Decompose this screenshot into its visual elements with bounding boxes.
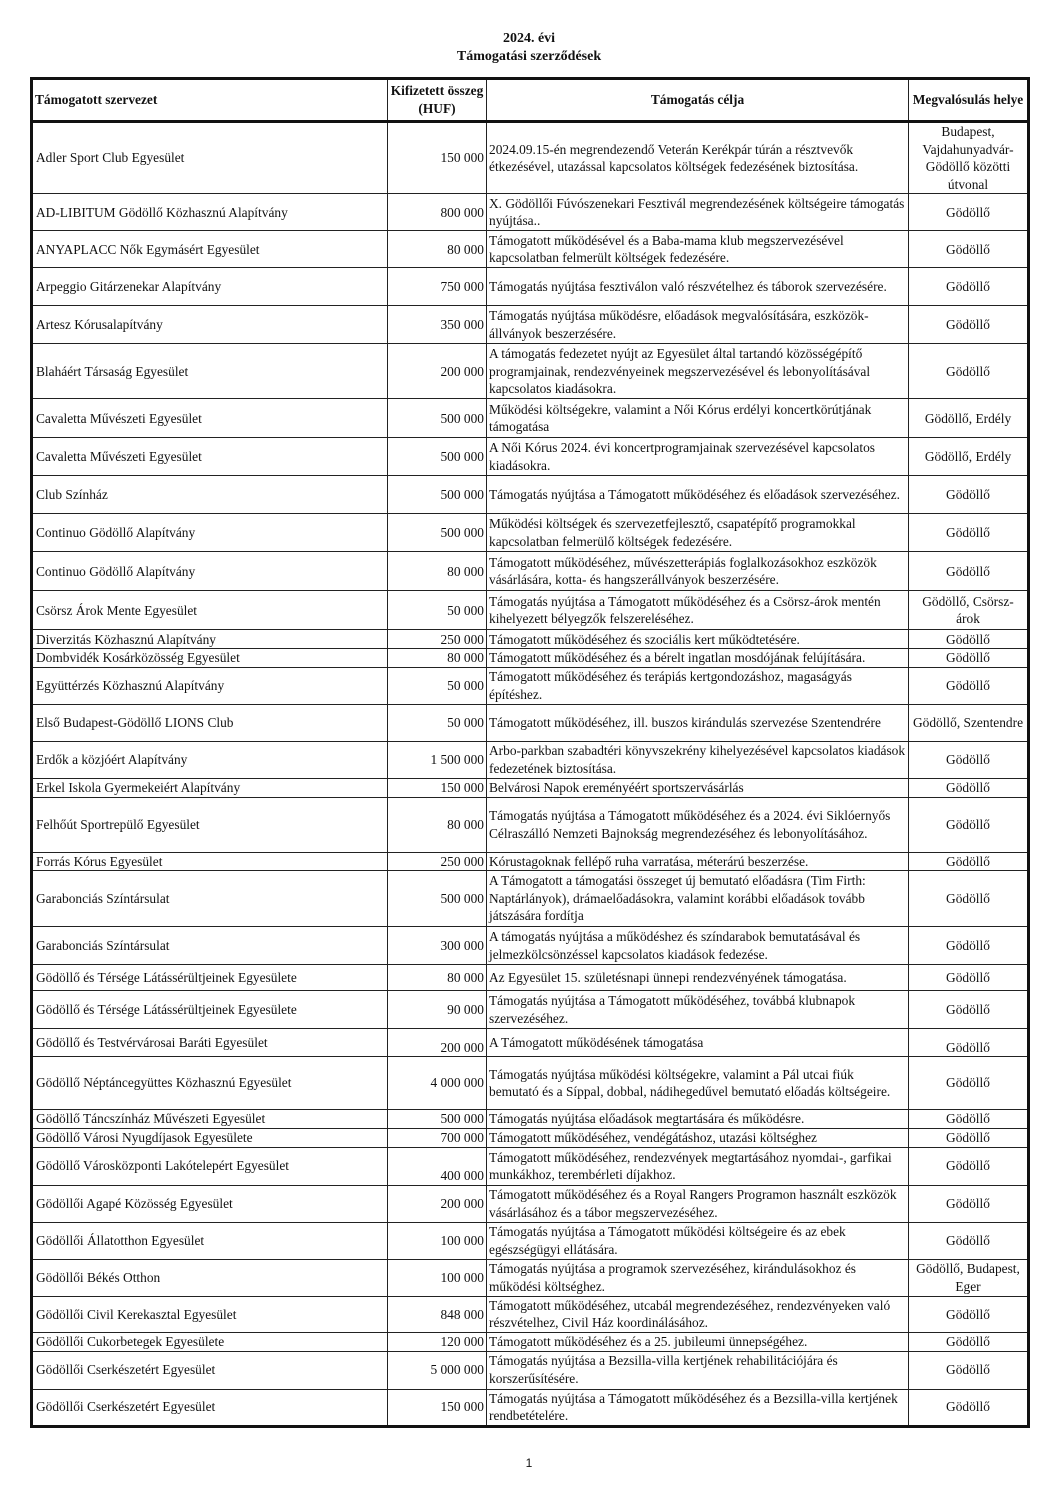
purpose-cell: Támogatás nyújtása a Támogatott működéséhez és a 2024. évi Siklóernyős Célraszálló Nemzeti Bajnokság megrendezéséhez és lebonyolításához. xyxy=(487,797,909,852)
place-cell: Gödöllő xyxy=(909,1222,1029,1259)
table-row xyxy=(32,1389,1029,1426)
purpose-cell: Működési költségekre, valamint a Női Kórus erdélyi koncertkörútjának támogatása xyxy=(487,399,909,438)
page-number: 1 xyxy=(525,1456,533,1470)
organization-cell: Erkel Iskola Gyermekeiért Alapítvány xyxy=(32,778,388,797)
amount-cell: 4 000 000 xyxy=(388,1057,487,1110)
organization-cell: Gödöllő és Testvérvárosai Baráti Egyesület xyxy=(32,1029,388,1057)
purpose-cell: Támogatás nyújtása a Bezsilla-villa kertjének rehabilitációjára és korszerűsítésére. xyxy=(487,1351,909,1389)
purpose-cell: Támogatott működéséhez, utcabál megrendezéséhez, rendezvényeken való részvételhez, Civil Ház koordinálásához. xyxy=(487,1296,909,1332)
purpose-cell: X. Gödöllői Fúvószenekari Fesztivál megrendezésének költségeire támogatás nyújtása.. xyxy=(487,194,909,231)
place-cell: Gödöllő, Szentendre xyxy=(909,704,1029,741)
amount-cell: 150 000 xyxy=(388,778,487,797)
table-row xyxy=(32,649,1029,668)
purpose-cell: Támogatás nyújtása a Támogatott működéséhez és a Csörsz-árok mentén kihelyezett bélyegzők felszereléséhez. xyxy=(487,591,909,630)
amount-cell: 700 000 xyxy=(388,1129,487,1148)
purpose-cell: Támogatás nyújtása a programok szervezéséhez, kirándulásokhoz és működési költséghez. xyxy=(487,1259,909,1296)
table-row xyxy=(32,1296,1029,1332)
table-row xyxy=(32,778,1029,797)
purpose-cell: Támogatott működéséhez és a bérelt ingatlan mosdójának felújítására. xyxy=(487,649,909,668)
table-row xyxy=(32,1259,1029,1296)
grants-table xyxy=(30,77,1030,1428)
amount-cell: 200 000 xyxy=(388,1185,487,1222)
purpose-cell: Kórustagoknak fellépő ruha varratása, méterárú beszerzése. xyxy=(487,852,909,871)
purpose-cell: Támogatott működésével és a Baba-mama klub megszervezésével kapcsolatban felmerült költségek fedezésére. xyxy=(487,231,909,268)
table-row xyxy=(32,965,1029,991)
place-cell: Gödöllő, Csörsz-árok xyxy=(909,591,1029,630)
table-row xyxy=(32,927,1029,965)
table-row xyxy=(32,552,1029,591)
organization-cell: Együttérzés Közhasznú Alapítvány xyxy=(32,667,388,704)
table-row xyxy=(32,399,1029,438)
table-row xyxy=(32,1110,1029,1129)
document-title-year: 2024. évi xyxy=(502,31,556,46)
place-cell: Gödöllő xyxy=(909,991,1029,1029)
purpose-cell: Támogatott működéséhez, vendégátáshoz, utazási költséghez xyxy=(487,1129,909,1148)
purpose-cell: Támogatott működéséhez, rendezvények megtartásához nyomdai-, garfikai munkákhoz, terembérleti díjakhoz. xyxy=(487,1147,909,1185)
organization-cell: Gödöllői Civil Kerekasztal Egyesület xyxy=(32,1296,388,1332)
place-cell: Gödöllő xyxy=(909,1129,1029,1148)
amount-cell: 100 000 xyxy=(388,1222,487,1259)
table-row xyxy=(32,476,1029,514)
table-row xyxy=(32,1332,1029,1351)
amount-cell: 100 000 xyxy=(388,1259,487,1296)
place-cell: Gödöllő xyxy=(909,552,1029,591)
table-row xyxy=(32,1029,1029,1057)
table-body xyxy=(32,122,1029,1427)
amount-cell: 350 000 xyxy=(388,306,487,344)
amount-cell: 200 000 xyxy=(388,344,487,399)
purpose-cell: Támogatás nyújtása a Támogatott működéséhez és előadások szervezéséhez. xyxy=(487,476,909,514)
organization-cell: Gödöllő Városközponti Lakótelepért Egyesület xyxy=(32,1147,388,1185)
organization-cell: Gödöllői Cserkészetért Egyesület xyxy=(32,1389,388,1426)
organization-cell: Arpeggio Gitárzenekar Alapítvány xyxy=(32,268,388,306)
organization-cell: Diverzitás Közhasznú Alapítvány xyxy=(32,630,388,649)
table-row xyxy=(32,1129,1029,1148)
table-row xyxy=(32,1147,1029,1185)
place-cell: Gödöllő xyxy=(909,1351,1029,1389)
organization-cell: Continuo Gödöllő Alapítvány xyxy=(32,514,388,552)
amount-cell: 80 000 xyxy=(388,649,487,668)
table-row xyxy=(32,268,1029,306)
table-row xyxy=(32,1222,1029,1259)
amount-cell: 5 000 000 xyxy=(388,1351,487,1389)
purpose-cell: A támogatás fedezetet nyújt az Egyesület által tartandó közösségépítő programjainak, rendezvényeinek megszervezésével és lebonyolításával kapcsolatos kiadásokra. xyxy=(487,344,909,399)
table-row xyxy=(32,1185,1029,1222)
amount-cell: 150 000 xyxy=(388,122,487,194)
organization-cell: Gödöllő és Térsége Látássérültjeinek Egyesülete xyxy=(32,965,388,991)
organization-cell: ANYAPLACC Nők Egymásért Egyesület xyxy=(32,231,388,268)
organization-cell: Gödöllő Táncszínház Művészeti Egyesület xyxy=(32,1110,388,1129)
purpose-cell: Támogatás nyújtása fesztiválon való részvételhez és táborok szervezésére. xyxy=(487,268,909,306)
amount-cell: 500 000 xyxy=(388,1110,487,1129)
purpose-cell: Belvárosi Napok ereményéért sportszervásárlás xyxy=(487,778,909,797)
amount-cell: 250 000 xyxy=(388,630,487,649)
place-cell: Gödöllő xyxy=(909,306,1029,344)
place-cell: Gödöllő xyxy=(909,927,1029,965)
purpose-cell: A Támogatott a támogatási összeget új bemutató előadásra (Tim Firth: Naptárlányok), drámaelőadásokra, valamint korábbi előadások tovább játszására fordítja xyxy=(487,871,909,927)
place-cell: Gödöllő xyxy=(909,630,1029,649)
amount-cell: 80 000 xyxy=(388,965,487,991)
amount-cell: 750 000 xyxy=(388,268,487,306)
purpose-cell: Támogatott működéséhez és a Royal Rangers Programon használt eszközök vásárlásához és a tábor megszervezéséhez. xyxy=(487,1185,909,1222)
amount-cell: 50 000 xyxy=(388,667,487,704)
place-cell: Gödöllő xyxy=(909,514,1029,552)
organization-cell: Gödöllői Állatotthon Egyesület xyxy=(32,1222,388,1259)
table-row xyxy=(32,852,1029,871)
amount-cell: 80 000 xyxy=(388,552,487,591)
amount-cell: 90 000 xyxy=(388,991,487,1029)
organization-cell: Gödöllő Néptáncegyüttes Közhasznú Egyesület xyxy=(32,1057,388,1110)
organization-cell: Forrás Kórus Egyesület xyxy=(32,852,388,871)
organization-cell: Artesz Kórusalapítvány xyxy=(32,306,388,344)
place-cell: Budapest, Vajdahunyadvár-Gödöllő közötti útvonal xyxy=(909,122,1029,194)
table-row xyxy=(32,122,1029,194)
purpose-cell: A támogatás nyújtása a működéshez és színdarabok bemutatásával és jelmezkölcsönzéssel kapcsolatos kiadások fedezése. xyxy=(487,927,909,965)
place-cell: Gödöllő, Erdély xyxy=(909,399,1029,438)
organization-cell: Erdők a közjóért Alapítvány xyxy=(32,741,388,778)
place-cell: Gödöllő xyxy=(909,871,1029,927)
purpose-cell: Az Egyesület 15. születésnapi ünnepi rendezvényének támogatása. xyxy=(487,965,909,991)
table-row xyxy=(32,344,1029,399)
header-organization: Támogatott szervezet xyxy=(32,79,388,122)
place-cell: Gödöllő xyxy=(909,1296,1029,1332)
organization-cell: Gödöllői Cukorbetegek Egyesülete xyxy=(32,1332,388,1351)
place-cell: Gödöllő, Budapest, Eger xyxy=(909,1259,1029,1296)
organization-cell: Adler Sport Club Egyesület xyxy=(32,122,388,194)
place-cell: Gödöllő xyxy=(909,1029,1029,1057)
purpose-cell: Támogatott működéséhez és terápiás kertgondozáshoz, magaságyás építéshez. xyxy=(487,667,909,704)
document-title: Támogatási szerződések xyxy=(456,49,602,64)
amount-cell: 500 000 xyxy=(388,514,487,552)
table-row xyxy=(32,231,1029,268)
place-cell: Gödöllő xyxy=(909,1185,1029,1222)
table-row xyxy=(32,667,1029,704)
amount-cell: 50 000 xyxy=(388,704,487,741)
amount-cell: 500 000 xyxy=(388,476,487,514)
amount-cell: 800 000 xyxy=(388,194,487,231)
organization-cell: Cavaletta Művészeti Egyesület xyxy=(32,438,388,476)
place-cell: Gödöllő xyxy=(909,778,1029,797)
table-row xyxy=(32,306,1029,344)
place-cell: Gödöllő xyxy=(909,194,1029,231)
organization-cell: Blaháért Társaság Egyesület xyxy=(32,344,388,399)
organization-cell: Gödöllői Agapé Közösség Egyesület xyxy=(32,1185,388,1222)
place-cell: Gödöllő xyxy=(909,797,1029,852)
place-cell: Gödöllő xyxy=(909,965,1029,991)
purpose-cell: Támogatás nyújtása a Támogatott működési költségeire és az ebek egészségügyi ellátására. xyxy=(487,1222,909,1259)
purpose-cell: 2024.09.15-én megrendezendő Veterán Kerékpár túrán a résztvevők étkezésével, utazással kapcsolatos költségek fedezésének biztosítása. xyxy=(487,122,909,194)
purpose-cell: Támogatott működéséhez, ill. buszos kirándulás szervezése Szentendrére xyxy=(487,704,909,741)
table-row xyxy=(32,591,1029,630)
amount-cell: 250 000 xyxy=(388,852,487,871)
amount-cell: 1 500 000 xyxy=(388,741,487,778)
place-cell: Gödöllő, Erdély xyxy=(909,438,1029,476)
header-place: Megvalósulás helye xyxy=(909,79,1029,122)
purpose-cell: Működési költségek és szervezetfejlesztő, csapatépítő programokkal kapcsolatban felmerülő költségek fedezésére. xyxy=(487,514,909,552)
amount-cell: 150 000 xyxy=(388,1389,487,1426)
amount-cell: 200 000 xyxy=(388,1029,487,1057)
table-row xyxy=(32,871,1029,927)
organization-cell: Garabonciás Színtársulat xyxy=(32,871,388,927)
amount-cell: 500 000 xyxy=(388,438,487,476)
place-cell: Gödöllő xyxy=(909,268,1029,306)
place-cell: Gödöllő xyxy=(909,231,1029,268)
organization-cell: Gödöllői Cserkészetért Egyesület xyxy=(32,1351,388,1389)
table-row xyxy=(32,1057,1029,1110)
place-cell: Gödöllő xyxy=(909,1057,1029,1110)
amount-cell: 400 000 xyxy=(388,1147,487,1185)
organization-cell: Gödöllői Békés Otthon xyxy=(32,1259,388,1296)
amount-cell: 80 000 xyxy=(388,231,487,268)
place-cell: Gödöllő xyxy=(909,1110,1029,1129)
table-row xyxy=(32,991,1029,1029)
organization-cell: Csörsz Árok Mente Egyesület xyxy=(32,591,388,630)
header-amount: Kifizetett összeg (HUF) xyxy=(388,79,487,122)
purpose-cell: Arbo-parkban szabadtéri könyvszekrény kihelyezésével kapcsolatos kiadások fedezetének biztosítása. xyxy=(487,741,909,778)
table-row xyxy=(32,438,1029,476)
purpose-cell: A Támogatott működésének támogatása xyxy=(487,1029,909,1057)
purpose-cell: Támogatás nyújtása a Támogatott működéséhez, továbbá klubnapok szervezéséhez. xyxy=(487,991,909,1029)
purpose-cell: Támogatás nyújtása előadások megtartására és működésre. xyxy=(487,1110,909,1129)
organization-cell: Cavaletta Művészeti Egyesület xyxy=(32,399,388,438)
amount-cell: 500 000 xyxy=(388,399,487,438)
table-row xyxy=(32,741,1029,778)
purpose-cell: Támogatás nyújtása működési költségekre, valamint a Pál utcai fiúk bemutató és a Síppal, dobbal, nádihegedűvel bemutató előadás költségeire. xyxy=(487,1057,909,1110)
organization-cell: Első Budapest-Gödöllő LIONS Club xyxy=(32,704,388,741)
place-cell: Gödöllő xyxy=(909,476,1029,514)
organization-cell: Felhőút Sportrepülő Egyesület xyxy=(32,797,388,852)
purpose-cell: A Női Kórus 2024. évi koncertprogramjainak szervezésével kapcsolatos kiadásokra. xyxy=(487,438,909,476)
place-cell: Gödöllő xyxy=(909,852,1029,871)
place-cell: Gödöllő xyxy=(909,741,1029,778)
organization-cell: Continuo Gödöllő Alapítvány xyxy=(32,552,388,591)
purpose-cell: Támogatás nyújtása a Támogatott működéséhez és a Bezsilla-villa kertjének rendbetételére. xyxy=(487,1389,909,1426)
table-header-row xyxy=(32,79,1029,122)
organization-cell: Club Színház xyxy=(32,476,388,514)
amount-cell: 848 000 xyxy=(388,1296,487,1332)
amount-cell: 120 000 xyxy=(388,1332,487,1351)
table-row xyxy=(32,630,1029,649)
place-cell: Gödöllő xyxy=(909,1389,1029,1426)
purpose-cell: Támogatott működéséhez és szociális kert működtetésére. xyxy=(487,630,909,649)
table-row xyxy=(32,514,1029,552)
organization-cell: Garabonciás Színtársulat xyxy=(32,927,388,965)
organization-cell: Gödöllő Városi Nyugdíjasok Egyesülete xyxy=(32,1129,388,1148)
amount-cell: 500 000 xyxy=(388,871,487,927)
table-row xyxy=(32,194,1029,231)
place-cell: Gödöllő xyxy=(909,344,1029,399)
purpose-cell: Támogatott működéséhez, művészetterápiás foglalkozásokhoz eszközök vásárlására, kotta- és hangszerállványok beszerzésére. xyxy=(487,552,909,591)
organization-cell: AD-LIBITUM Gödöllő Közhasznú Alapítvány xyxy=(32,194,388,231)
place-cell: Gödöllő xyxy=(909,1332,1029,1351)
organization-cell: Dombvidék Kosárközösség Egyesület xyxy=(32,649,388,668)
place-cell: Gödöllő xyxy=(909,667,1029,704)
table-row xyxy=(32,797,1029,852)
header-purpose: Támogatás célja xyxy=(487,79,909,122)
table-row xyxy=(32,704,1029,741)
purpose-cell: Támogatott működéséhez és a 25. jubileumi ünnepségéhez. xyxy=(487,1332,909,1351)
table-row xyxy=(32,1351,1029,1389)
purpose-cell: Támogatás nyújtása működésre, előadások megvalósítására, eszközök-állványok beszerzésére. xyxy=(487,306,909,344)
place-cell: Gödöllő xyxy=(909,1147,1029,1185)
organization-cell: Gödöllő és Térsége Látássérültjeinek Egyesülete xyxy=(32,991,388,1029)
amount-cell: 300 000 xyxy=(388,927,487,965)
place-cell: Gödöllő xyxy=(909,649,1029,668)
amount-cell: 80 000 xyxy=(388,797,487,852)
amount-cell: 50 000 xyxy=(388,591,487,630)
